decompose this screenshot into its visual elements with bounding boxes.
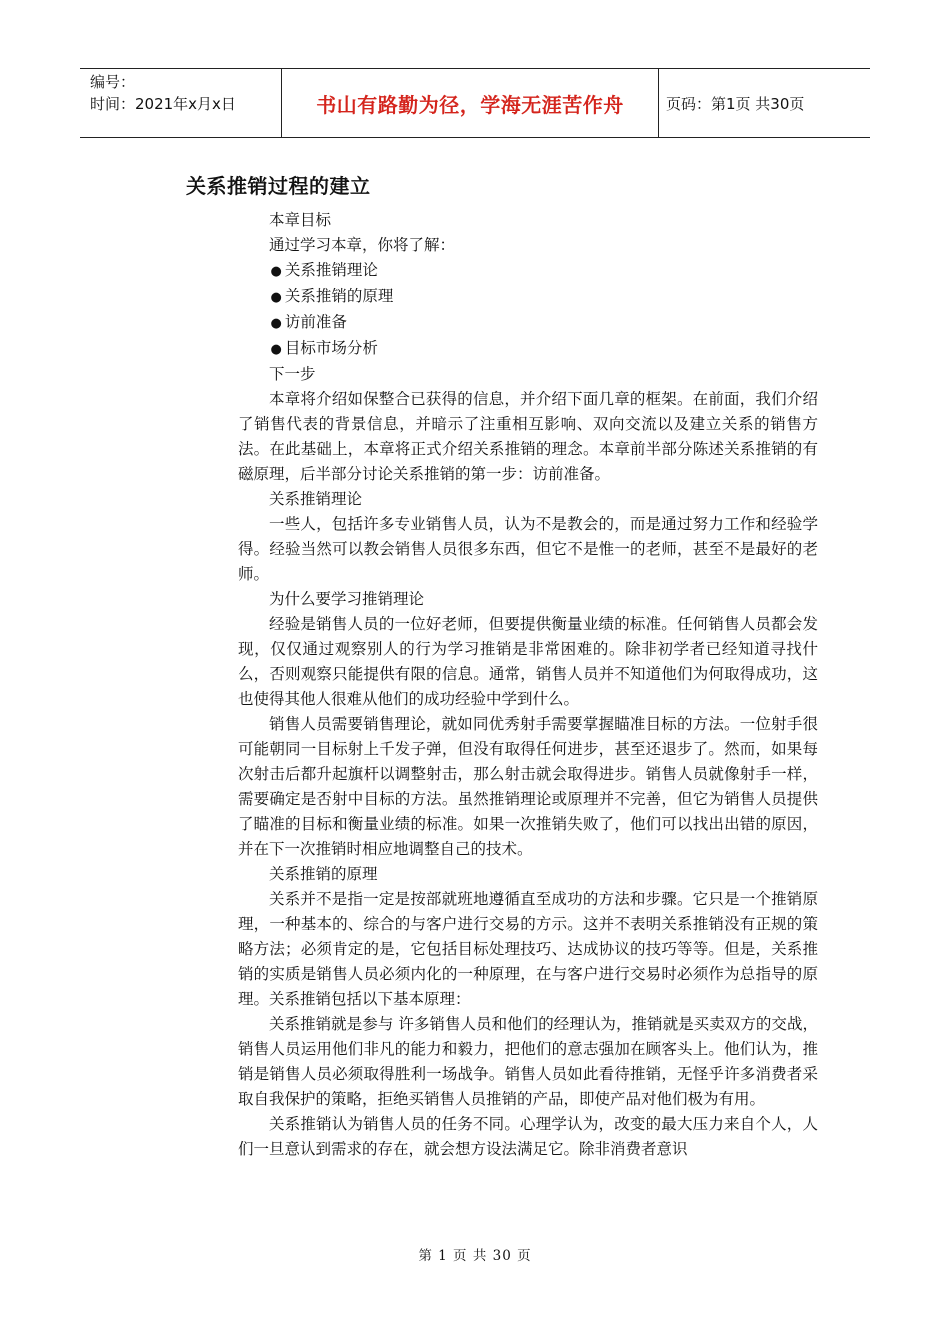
list-item [238, 336, 818, 362]
list-item-text: 目标市场分析 [284, 339, 378, 357]
bullet-icon: ● [270, 342, 282, 357]
paragraph: 关系推销就是参与 许多销售人员和他们的经理认为，推销就是买卖双方的交战，销售人员运用他们非凡的能力和毅力，把他们的意志强加在顾客头上。他们认为，推销是销售人员必须取得胜利一场战争。销售人员如此看待推销，无怪乎许多消费者采取自我保护的策略，拒绝买销售人员推销的产品，即使产品对他们极为有用。 [238, 1015, 818, 1108]
list-item-text: 访前准备 [284, 313, 347, 331]
paragraph: 经验是销售人员的一位好老师，但要提供衡量业绩的标准。任何销售人员都会发现，仅仅通过观察别人的行为学习推销是非常困难的。除非初学者已经知道寻找什么，否则观察只能提供有限的信息。通常，销售人员并不知道他们为何取得成功，这也使得其他人很难从他们的成功经验中学到什么。 [238, 615, 818, 708]
page-footer: 第 1 页 共 30 页 [418, 1248, 532, 1264]
why-heading: 为什么要学习推销理论 [269, 590, 425, 608]
paragraph: 销售人员需要销售理论，就如同优秀射手需要掌握瞄准目标的方法。一位射手很可能朝同一目标射上千发子弹，但没有取得任何进步，甚至还退步了。然而，如果每次射击后都升起旗杆以调整射击，那么射击就会取得进步。销售人员就像射手一样，需要确定是否射中目标的方法。虽然推销理论或原理并不完善，但它为销售人员提供了瞄准的目标和衡量业绩的标准。如果一次推销失败了，他们可以找出出错的原因，并在下一次推销时相应地调整自己的技术。 [238, 715, 818, 858]
list-item [238, 258, 818, 284]
bullet-icon: ● [270, 290, 282, 305]
document-body [238, 208, 818, 1162]
header-meta [90, 71, 280, 115]
objectives-intro: 通过学习本章，你将了解： [269, 236, 456, 254]
header-motto: 书山有路勤为径，学海无涯苦作舟 [281, 69, 659, 137]
bullet-icon: ● [270, 316, 282, 331]
paragraph: 一些人，包括许多专业销售人员，认为不是教会的，而是通过努力工作和经验学得。经验当然可以教会销售人员很多东西，但它不是惟一的老师，甚至不是最好的老师。 [238, 515, 818, 583]
theory-heading: 关系推销理论 [269, 490, 363, 508]
list-item [238, 284, 818, 310]
list-item-text: 关系推销理论 [284, 261, 378, 279]
paragraph: 关系推销认为销售人员的任务不同。心理学认为，改变的最大压力来自个人，人们一旦意认到需求的存在，就会想方设法满足它。除非消费者意识 [238, 1115, 818, 1158]
paragraph: 本章将介绍如保整合已获得的信息，并介绍下面几章的框架。在前面，我们介绍了销售代表的背景信息，并暗示了注重相互影响、双向交流以及建立关系的销售方法。在此基础上，本章将正式介绍关系推销的理念。本章前半部分陈述关系推销的有磁原理，后半部分讨论关系推销的第一步：访前准备。 [238, 390, 818, 483]
page-header [80, 68, 870, 138]
list-item [238, 310, 818, 336]
header-page-info: 页码：第1页 共30页 [666, 94, 805, 113]
bullet-icon: ● [270, 264, 282, 279]
list-item-text: 关系推销的原理 [284, 287, 394, 305]
paragraph: 关系并不是指一定是按部就班地遵循直至成功的方法和步骤。它只是一个推销原理，一种基本的、综合的与客户进行交易的方示。这并不表明关系推销没有正规的策略方法；必须肯定的是，它包括目标处理技巧、达成协议的技巧等等。但是，关系推销的实质是销售人员必须内化的一种原理，在与客户进行交易时必须作为总指导的原理。关系推销包括以下基本原理： [238, 890, 818, 1008]
header-date-label: 时间：2021年x月x日 [90, 95, 236, 113]
next-heading: 下一步 [269, 365, 316, 383]
document-title: 关系推销过程的建立 [186, 174, 371, 198]
header-number-label: 编号： [90, 73, 136, 91]
principles-heading: 关系推销的原理 [269, 865, 378, 883]
objectives-heading: 本章目标 [269, 211, 332, 229]
